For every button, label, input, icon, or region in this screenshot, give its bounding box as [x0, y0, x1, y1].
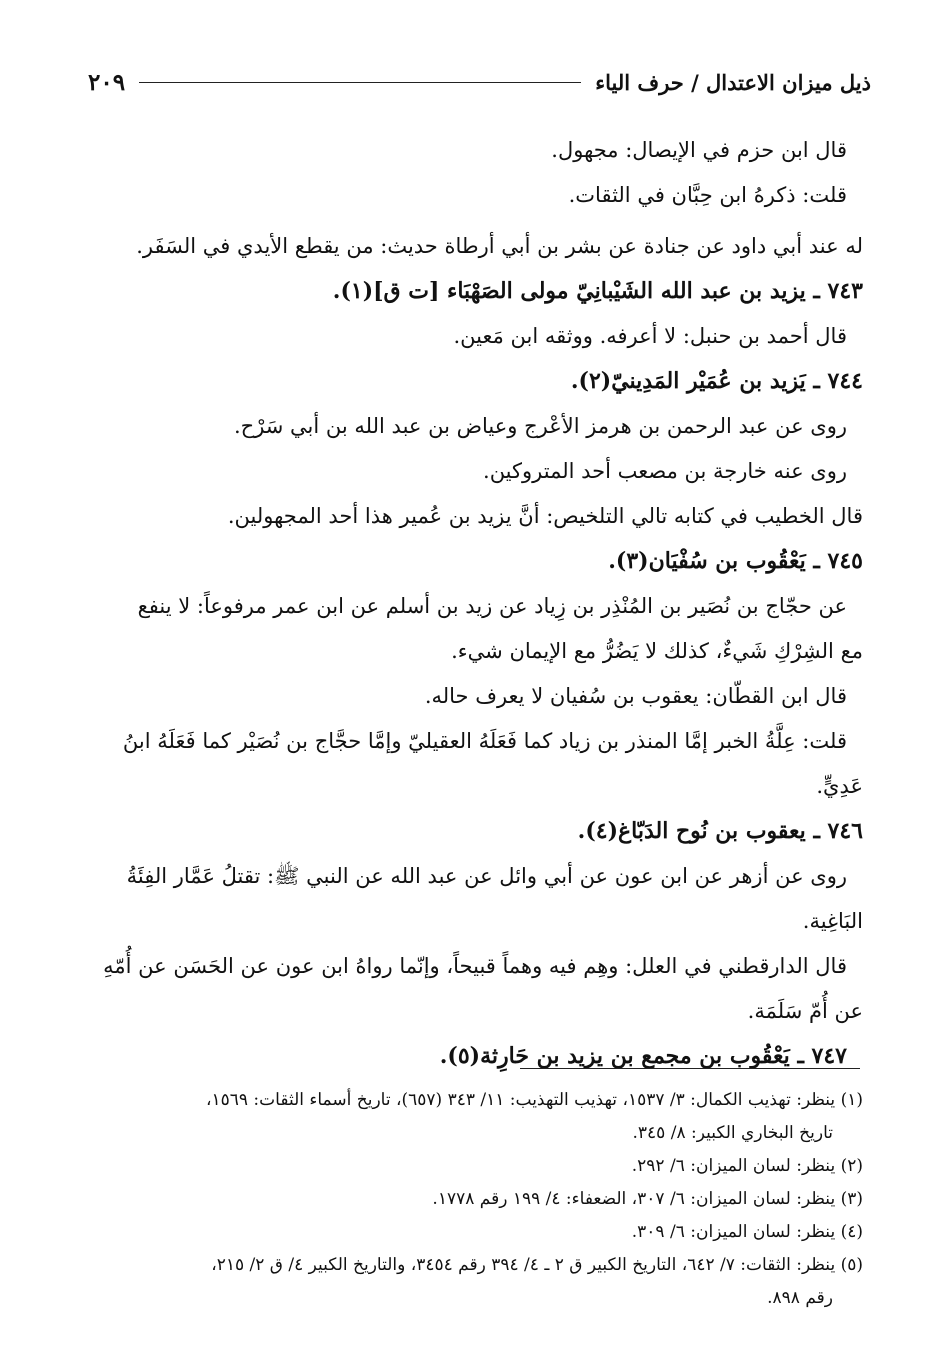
footnote-line: (٣) ينظر: لسان الميزان: ٦/ ٣٠٧، الضعفاء: ٤/ ١٩٩ رقم ١٧٧٨. [432, 1189, 863, 1209]
page-header [88, 62, 871, 102]
text-line: قال ابن القطّان: يعقوب بن سُفيان لا يعرف حاله. [424, 684, 847, 708]
text-line: روى عن عبد الرحمن بن هرمز الأعْرج وعياض بن عبد الله بن أبي سَرْح. [233, 414, 847, 438]
text-line: عن حجّاج بن نُصَير بن المُنْذِر بن زِياد عن زيد بن أسلم عن ابن عمر مرفوعاً: لا ينفع [137, 594, 847, 618]
entry-heading-745: ٧٤٥ ـ يَعْقُوب بن سُفْيَان(٣). [608, 548, 863, 574]
text-line: قال أحمد بن حنبل: لا أعرفه. ووثقه ابن مَعين. [453, 324, 847, 348]
running-title: ذيل ميزان الاعتدال / حرف الياء [595, 69, 871, 95]
text-line: له عند أبي داود عن جنادة عن بشر بن أبي أرطاة حديث: من يقطع الأيدي في السَفَر. [136, 234, 863, 258]
footnote-line: (٥) ينظر: الثقات: ٧/ ٦٤٢، التاريخ الكبير ق ٢ ـ ٤/ ٣٩٤ رقم ٣٤٥٤، والتاريخ الكبير ٤/ ق ٢/ ٢١٥، [211, 1255, 863, 1275]
footnote-line: (٢) ينظر: لسان الميزان: ٦/ ٢٩٢. [631, 1156, 863, 1176]
text-line: قال ابن حزم في الإيصال: مجهول. [551, 138, 847, 162]
footnote-line: (٤) ينظر: لسان الميزان: ٦/ ٣٠٩. [631, 1222, 863, 1242]
footnote-line: تاريخ البخاري الكبير: ٨/ ٣٤٥. [632, 1123, 833, 1143]
entry-heading-744: ٧٤٤ ـ يَزيد بن عُمَيْر المَدِينيّ(٢). [570, 368, 863, 394]
entry-heading-746: ٧٤٦ ـ يعقوب بن نُوح الدَبّاغ(٤). [577, 818, 863, 844]
entry-heading-747: ٧٤٧ ـ يَعْقُوب بن مجمع بن يزيد بن حَارِثة(٥). [439, 1043, 847, 1069]
page-number: ٢٠٩ [88, 68, 126, 96]
text-line: قال الخطيب في كتابه تالي التلخيص: أنَّ يزيد بن عُمير هذا أحد المجهولين. [227, 504, 863, 528]
header-rule [139, 82, 581, 83]
footnote-line: رقم ٨٩٨. [767, 1288, 833, 1308]
text-line: روى عن أزهر عن ابن عون عن أبي وائل عن عبد الله عن النبي ﷺ: تقتلُ عَمَّار الفِئَةُ [126, 864, 847, 888]
text-line: عن أُمّ سَلَمَة. [747, 999, 863, 1023]
text-line: قال الدارقطني في العلل: وهِم فيه وهماً قبيحاً، وإنّما رواهُ ابن عون عن الحَسَن عن أُمّهِ [103, 954, 847, 978]
text-line: روى عنه خارجة بن مصعب أحد المتروكين. [483, 459, 847, 483]
main-text [86, 128, 863, 1079]
text-line: البَاغِية. [802, 909, 863, 933]
entry-heading-743: ٧٤٣ ـ يزيد بن عبد الله الشَيْبانِيّ مولى الصَهْبَاء [ت ق](١). [332, 278, 863, 304]
text-line: مع الشِرْكِ شَيءٌ، كذلك لا يَضُرُّ مع الإيمان شيء. [451, 639, 863, 663]
text-line: قلت: ذكرهُ ابن حِبَّان في الثقات. [568, 183, 847, 207]
footnotes [80, 1084, 863, 1315]
footnote-line: (١) ينظر: تهذيب الكمال: ٣/ ١٥٣٧، تهذيب التهذيب: ١١/ ٣٤٣ (٦٥٧)، تاريخ أسماء الثقات: ١٥٦٩، [206, 1090, 863, 1110]
text-line: قلت: عِلَّةُ الخبر إمَّا المنذر بن زياد كما فَعَلَهُ العقيليّ وإمَّا حجَّاج بن نُصَيْر كما فَعَلَهُ ابنُ [122, 729, 847, 753]
footnote-rule [520, 1068, 860, 1069]
text-line: عَدِيٍّ. [816, 774, 863, 798]
